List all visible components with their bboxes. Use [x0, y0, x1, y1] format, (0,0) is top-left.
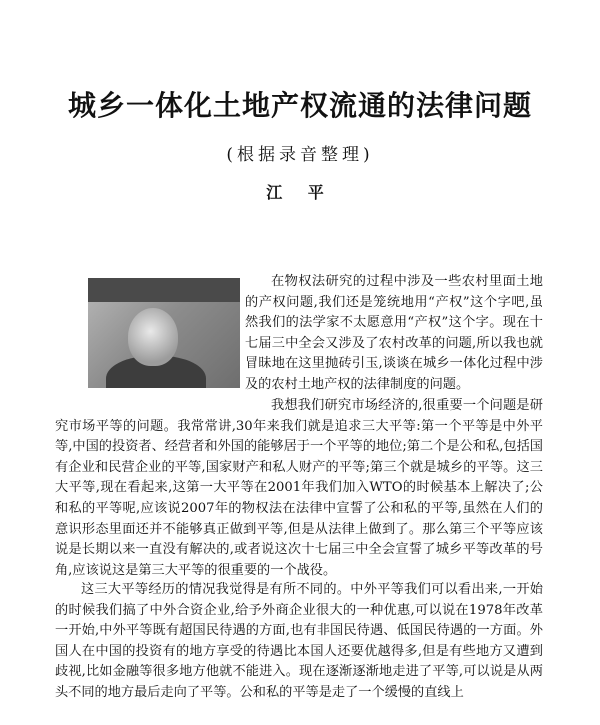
paragraph-3: 这三大平等经历的情况我觉得是有所不同的。中外平等我们可以看出来,一开始的时候我们搞了中外合资企业,给予外商企业很大的一种优惠,可以说在1978年改革一开始,中外平等既有超国民待遇的方面,也有非国民待遇、低国民待遇的一方面。外国人在中国的投资有的地方享受的待遇比本国人还要优越得多,但是有些地方又遭到歧视,比如金融等很多地方他就不能进入。现在逐渐逐渐地走进了平等,可以说是从两头不同的地方最后走向了平等。公和私的平等是走了一个缓慢的直线上	[55, 582, 543, 700]
author-photo	[88, 278, 240, 388]
photo-figure-head	[128, 308, 178, 366]
author-name: 江 平	[266, 183, 334, 202]
photo-backdrop-banner	[88, 278, 240, 302]
paragraph-2: 我想我们研究市场经济的,很重要一个问题是研究市场平等的问题。我常常讲,30年来我们就是追求三大平等:第一个平等是中外平等,中国的投资者、经营者和外国的能够居于一个平等的地位;第二个是公和私,包括国有企业和民营企业的平等,国家财产和私人财产的平等;第三个就是城乡的平等。这三大平等,现在看起来,这第一大平等在2001年我们加入WTO的时候基本上解决了;公和私的平等呢,应该说2007年的物权法在法律中宣誓了公和私的平等,虽然在人们的意识形态里面还并不能够真正做到平等,但是从法律上做到了。那么第三个平等应该说是长期以来一直没有解决的,或者说这次十七届三中全会宣誓了城乡平等改革的号角,应该说这是第三大平等的很重要的一个战役。	[55, 398, 543, 578]
article-title: 城乡一体化土地产权流通的法律问题	[67, 89, 532, 122]
article-subtitle: (根据录音整理)	[226, 145, 374, 165]
paragraph-1: 在物权法研究的过程中涉及一些农村里面土地的产权问题,我们还是笼统地用“产权”这个字吧,虽然我们的法学家不太愿意用“产权”这个字。现在十七届三中全会又涉及了农村改革的问题,所以我也就冒昧地在这里抛砖引玉,谈谈在城乡一体化过程中涉及的农村土地产权的法律制度的问题。	[245, 274, 543, 392]
